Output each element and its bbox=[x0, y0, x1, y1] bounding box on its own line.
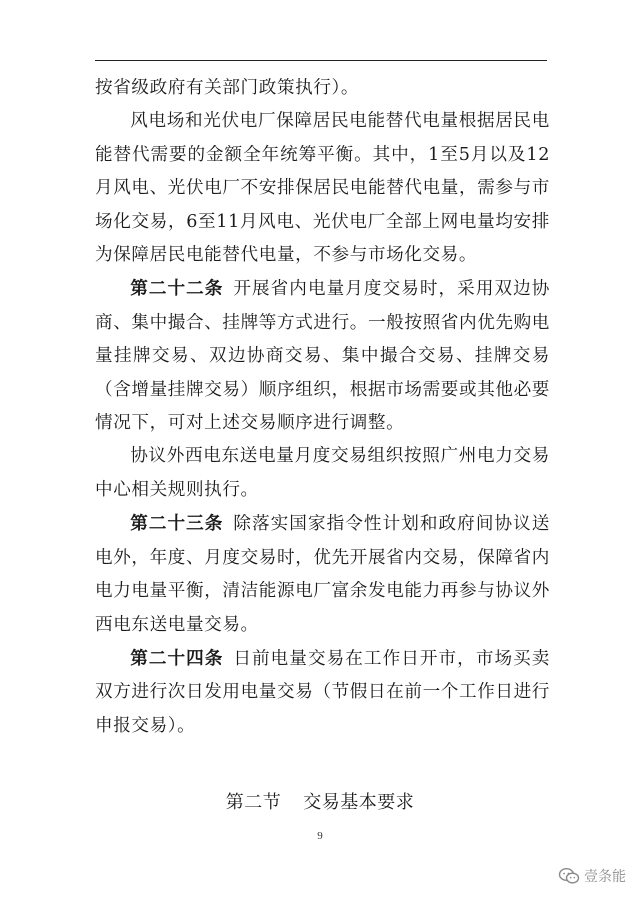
paragraph-text: 风电场和光伏电厂保障居民电能替代电量根据居民电能替代需要的金额全年统筹平衡。其中，1至5月以及12月风电、光伏电厂不安排保居民电能替代电量，需参与市场化交易，6至11月风电、光伏电厂全部上网电量均安排为保障居民电能替代电量，不参与市场化交易。 bbox=[95, 111, 550, 266]
paragraph bbox=[95, 642, 550, 743]
paragraph bbox=[95, 272, 550, 440]
paragraph bbox=[95, 507, 550, 642]
watermark bbox=[558, 866, 626, 886]
paragraph bbox=[95, 72, 550, 105]
paragraph-text: 开展省内电量月度交易时，采用双边协商、集中撮合、挂牌等方式进行。一般按照省内优先购电量挂牌交易、双边协商交易、集中撮合交易、挂牌交易（含增量挂牌交易）顺序组织，根据市场需要或其他必要情况下，可对上述交易顺序进行调整。 bbox=[95, 279, 550, 434]
watermark-text: 壹条能 bbox=[584, 869, 626, 885]
section-name: 交易基本要求 bbox=[303, 792, 415, 813]
page-number: 9 bbox=[317, 830, 323, 842]
paragraph bbox=[95, 105, 550, 272]
document-body bbox=[95, 72, 550, 743]
paragraph-text: 除落实国家指令性计划和政府间协议送电外，年度、月度交易时，优先开展省内交易，保障省内电力电量平衡，清洁能源电厂富余发电能力再参与协议外西电东送电量交易。 bbox=[95, 514, 550, 635]
section-title bbox=[0, 788, 640, 814]
article-number: 第二十二条 bbox=[130, 278, 224, 300]
wechat-icon bbox=[558, 867, 580, 885]
header-rule bbox=[95, 60, 547, 61]
paragraph-text: 日前电量交易在工作日开市，市场买卖双方进行次日发用电量交易（节假日在前一个工作日进行申报交易）。 bbox=[95, 648, 550, 736]
paragraph bbox=[95, 440, 550, 507]
article-number: 第二十四条 bbox=[130, 647, 224, 669]
paragraph-text: 按省级政府有关部门政策执行）。 bbox=[95, 78, 360, 98]
paragraph-text: 协议外西电东送电量月度交易组织按照广州电力交易中心相关规则执行。 bbox=[95, 446, 550, 500]
section-number: 第二节 bbox=[225, 792, 282, 813]
article-number: 第二十三条 bbox=[130, 513, 224, 535]
